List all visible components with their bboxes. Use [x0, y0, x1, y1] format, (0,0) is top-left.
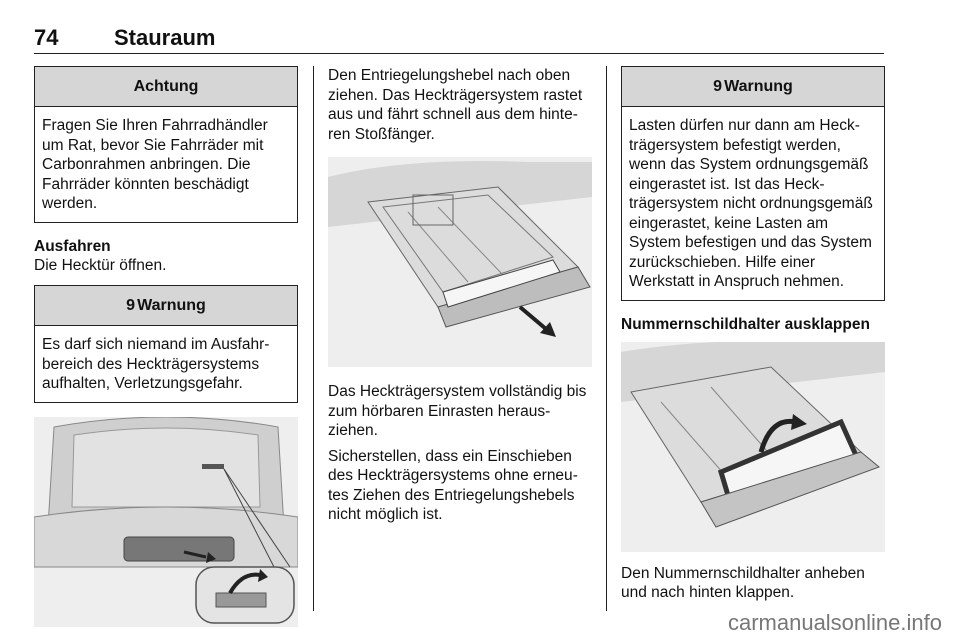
license-plate-holder-illustration — [621, 342, 885, 552]
warning-title: Warnung — [724, 78, 793, 95]
paragraph: Sicherstellen, dass ein Einschieben des Heckträgersystems ohne erneutes Ziehen des Entriegelungshebels nicht möglich ist. — [328, 447, 578, 523]
heading-nummernschildhalter: Nummernschildhalter ausklappen — [621, 315, 870, 333]
warning-triangle-icon: 9 — [126, 297, 136, 314]
caution-box — [34, 66, 298, 223]
carrier-extend-illustration — [328, 157, 592, 367]
page-header — [34, 25, 884, 54]
column-left — [34, 66, 298, 627]
heading-ausfahren: Ausfahren — [34, 237, 111, 255]
tailgate-release-illustration — [34, 417, 298, 627]
warning-text: Lasten dürfen nur dann am Heckträgersystem befestigt werden, wenn das System ordnungsgemäß eingerastet ist. Ist das Heckträgersystem nicht ordnungsgemäß eingerastet, keine Lasten am System befestigen und das System zurückschieben. Hilfe einer Werkstatt in Anspruch nehmen. — [629, 117, 873, 290]
warning-title: Warnung — [137, 297, 206, 314]
warning-text: Es darf sich niemand im Ausfahrbereich des Heckträgersystems aufhalten, Verletzungsgefahr. — [42, 336, 270, 392]
paragraph: Die Hecktür öffnen. — [34, 256, 167, 274]
warning-box — [621, 66, 885, 301]
warning-box — [34, 285, 298, 403]
paragraph: Das Heckträgersystem vollständig bis zum hörbaren Einrasten herausziehen. — [328, 383, 587, 439]
column-right — [621, 66, 885, 603]
caution-title: Achtung — [35, 67, 297, 107]
column-divider — [313, 66, 314, 611]
caution-text: Fragen Sie Ihren Fahrradhändler um Rat, bevor Sie Fahrräder mit Carbonrahmen anbringen. Die Fahrräder könnten beschädigt werden. — [42, 117, 268, 212]
page-number: 74 — [34, 25, 59, 50]
warning-header — [35, 286, 297, 326]
paragraph: Den Nummernschildhalter anheben und nach hinten klappen. — [621, 564, 865, 601]
warning-triangle-icon: 9 — [713, 78, 723, 95]
section-title: Stauraum — [114, 25, 216, 50]
watermark: carmanualsonline.info — [727, 610, 942, 635]
column-middle — [328, 66, 592, 525]
paragraph: Den Entriegelungshebel nach oben ziehen. Das Heckträgersystem rastet aus und fährt schnell aus dem hinteren Stoßfänger. — [328, 67, 583, 143]
column-divider — [606, 66, 607, 611]
warning-header — [622, 67, 884, 107]
